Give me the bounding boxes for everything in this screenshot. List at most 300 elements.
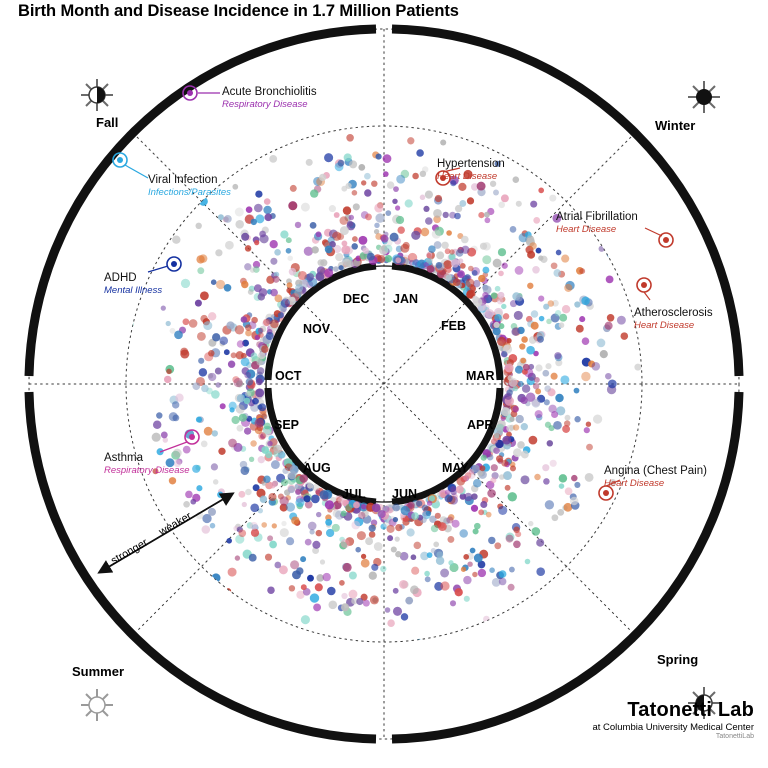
scatter-point <box>496 423 505 432</box>
scatter-point <box>290 297 295 302</box>
season-label-spring: Spring <box>657 652 699 667</box>
scatter-point <box>370 595 379 604</box>
scatter-point <box>446 230 452 236</box>
scatter-point <box>231 416 239 424</box>
scatter-point-outlier <box>508 584 515 591</box>
scatter-point <box>281 521 286 526</box>
scatter-point <box>512 406 519 413</box>
scatter-point-outlier <box>549 195 556 202</box>
scatter-point <box>492 437 498 443</box>
scatter-point-outlier <box>654 184 660 190</box>
scatter-point <box>383 171 389 177</box>
scatter-point-outlier <box>636 544 642 550</box>
scatter-point <box>426 511 431 516</box>
scatter-point <box>295 489 301 495</box>
scatter-point <box>341 593 347 599</box>
scatter-point-outlier <box>570 138 578 146</box>
scatter-point-outlier <box>677 438 683 444</box>
scatter-point-outlier <box>268 57 276 65</box>
scatter-point <box>364 173 371 180</box>
scatter-point <box>506 535 514 543</box>
scatter-point-outlier <box>301 584 307 590</box>
scatter-point <box>463 475 469 481</box>
scatter-point <box>183 318 190 325</box>
scatter-point-outlier <box>338 160 345 167</box>
scatter-point <box>505 364 514 373</box>
scatter-point <box>542 370 549 377</box>
scatter-point <box>535 364 542 371</box>
scatter-point <box>515 366 523 374</box>
scatter-point-outlier <box>200 291 209 300</box>
scatter-point <box>270 319 279 328</box>
scatter-point <box>435 195 442 202</box>
scatter-point <box>493 259 502 268</box>
scatter-point <box>459 529 468 538</box>
scatter-point <box>241 233 249 241</box>
scatter-point <box>521 475 530 484</box>
scatter-point-outlier <box>49 433 58 442</box>
scatter-point <box>173 415 180 422</box>
scatter-point <box>208 350 214 356</box>
scatter-point <box>237 394 245 402</box>
scatter-point <box>436 251 444 259</box>
scatter-point-outlier <box>600 350 608 358</box>
scatter-point <box>325 500 334 509</box>
scatter-point <box>533 383 540 390</box>
scatter-point <box>502 436 511 445</box>
scatter-point <box>463 554 469 560</box>
scatter-point-outlier <box>228 568 237 577</box>
scatter-point-outlier <box>172 236 180 244</box>
scatter-point <box>473 479 481 487</box>
scatter-point-outlier <box>192 118 200 126</box>
scatter-point <box>270 240 278 248</box>
scatter-point <box>180 349 189 358</box>
scatter-point <box>228 361 235 368</box>
scatter-point-outlier <box>529 242 536 249</box>
scatter-point <box>565 487 573 495</box>
scatter-point <box>467 561 472 566</box>
scatter-point <box>241 466 250 475</box>
scatter-point <box>456 249 464 257</box>
scatter-point <box>259 231 266 238</box>
scatter-point-outlier <box>704 413 711 420</box>
scatter-point <box>520 358 526 364</box>
scatter-point <box>270 258 277 265</box>
scatter-point <box>485 217 491 223</box>
scatter-point <box>288 486 295 493</box>
scatter-point <box>199 368 207 376</box>
scatter-point <box>516 415 524 423</box>
scatter-point-outlier <box>447 692 454 699</box>
scatter-point <box>261 345 268 352</box>
scatter-point <box>361 504 366 509</box>
brand-lab-name: Tatonetti Lab <box>627 699 754 721</box>
scatter-point-outlier <box>529 671 535 677</box>
scatter-point <box>196 485 202 491</box>
annotation-marker-5 <box>659 233 673 247</box>
scatter-point <box>586 422 591 427</box>
scatter-point <box>411 512 419 520</box>
scatter-point <box>480 243 487 250</box>
scatter-point <box>208 312 216 320</box>
scatter-point <box>224 284 232 292</box>
scatter-point <box>239 414 247 422</box>
scatter-point-outlier <box>191 643 199 651</box>
scatter-point <box>534 474 540 480</box>
scatter-point <box>280 230 288 238</box>
scatter-point <box>514 311 523 320</box>
scatter-point <box>554 352 561 359</box>
scatter-point <box>422 504 429 511</box>
scatter-point <box>392 199 397 204</box>
scatter-point <box>543 304 549 310</box>
scatter-point <box>280 528 289 537</box>
scatter-point <box>213 479 219 485</box>
scatter-point <box>576 325 584 333</box>
scatter-point <box>264 213 272 221</box>
scatter-point-outlier <box>356 598 363 605</box>
scatter-point <box>375 213 384 222</box>
scatter-point-outlier <box>87 467 93 473</box>
scatter-point <box>564 284 572 292</box>
scatter-point <box>319 490 328 499</box>
scatter-point <box>361 180 366 185</box>
scatter-point-outlier <box>346 134 354 142</box>
scatter-point-outlier <box>500 94 508 102</box>
month-label-jan: JAN <box>393 292 419 306</box>
scatter-point <box>395 536 400 541</box>
scatter-point <box>237 340 244 347</box>
scatter-point <box>535 410 543 418</box>
scatter-point <box>501 351 507 357</box>
scatter-point <box>246 206 253 213</box>
scatter-point-outlier <box>211 573 220 582</box>
scatter-point-outlier <box>208 508 216 516</box>
scatter-point-outlier <box>410 585 419 594</box>
scatter-point <box>579 316 585 322</box>
scatter-point <box>196 417 202 423</box>
scatter-point <box>339 580 345 586</box>
scatter-point <box>249 457 254 462</box>
scatter-point <box>534 377 540 383</box>
scatter-point <box>531 527 540 536</box>
scatter-point <box>325 519 332 526</box>
scatter-point <box>559 322 565 328</box>
scatter-point <box>428 245 436 253</box>
scatter-point <box>258 403 266 411</box>
scatter-point <box>352 190 358 196</box>
scatter-point <box>236 351 244 359</box>
scatter-point <box>411 231 420 240</box>
scatter-point <box>453 278 461 286</box>
scatter-point-outlier <box>672 345 681 354</box>
scatter-point <box>478 275 485 282</box>
scatter-point-outlier <box>174 122 183 131</box>
scatter-point <box>441 242 448 249</box>
scatter-point <box>235 220 244 229</box>
scatter-point-outlier <box>495 620 502 627</box>
scatter-point <box>358 236 367 245</box>
scatter-point <box>486 512 492 518</box>
month-label-may: MAY <box>442 461 469 475</box>
scatter-point-outlier <box>287 674 294 681</box>
scatter-point-outlier <box>110 596 117 603</box>
scatter-point-outlier <box>667 266 675 274</box>
scatter-point <box>503 313 509 319</box>
scatter-point-outlier <box>684 353 692 361</box>
scatter-point <box>364 189 371 196</box>
scatter-point <box>244 427 251 434</box>
scatter-point <box>310 593 319 602</box>
scatter-point <box>269 482 275 488</box>
scatter-point <box>378 510 386 518</box>
scatter-point <box>461 236 469 244</box>
scatter-point <box>542 464 549 471</box>
scatter-point <box>467 197 474 204</box>
scatter-point <box>446 516 453 523</box>
scatter-point <box>451 259 460 268</box>
scatter-point-outlier <box>267 586 275 594</box>
scatter-point-outlier <box>552 514 559 521</box>
scatter-point-outlier <box>684 289 690 295</box>
scatter-point <box>574 388 580 394</box>
month-label-dec: DEC <box>343 292 370 306</box>
scatter-point <box>531 310 538 317</box>
scatter-point <box>353 203 360 210</box>
scatter-points <box>49 43 730 731</box>
scatter-point <box>412 259 420 267</box>
annotation-marker-2 <box>167 257 181 271</box>
scatter-point <box>513 424 519 430</box>
scatter-point <box>365 213 372 220</box>
scatter-point <box>499 578 507 586</box>
scatter-point <box>198 358 204 364</box>
scatter-point <box>472 572 477 577</box>
annotation-name-4: Hypertension <box>437 158 505 170</box>
scatter-point <box>273 276 280 283</box>
scatter-point <box>499 570 507 578</box>
scatter-point <box>220 403 226 409</box>
scatter-point-outlier <box>288 201 297 210</box>
scatter-point <box>491 292 498 299</box>
scatter-point <box>189 319 198 328</box>
scatter-point <box>387 535 393 541</box>
scatter-point <box>460 263 466 269</box>
scatter-point <box>551 373 558 380</box>
scatter-point <box>489 567 495 573</box>
scatter-point-outlier <box>607 314 615 322</box>
scatter-point <box>170 328 176 334</box>
scatter-point <box>427 552 433 558</box>
scatter-point <box>487 489 496 498</box>
scatter-point <box>310 222 317 229</box>
scatter-point <box>341 245 350 254</box>
scatter-point <box>286 248 292 254</box>
scatter-point <box>258 352 265 359</box>
scatter-point <box>267 535 273 541</box>
season-label-summer: Summer <box>72 664 125 679</box>
scatter-point <box>261 414 267 420</box>
scatter-point <box>440 581 449 590</box>
scatter-point <box>238 529 246 537</box>
scatter-point-outlier <box>527 235 534 242</box>
scatter-point <box>372 503 381 512</box>
scatter-point-outlier <box>399 108 405 114</box>
scatter-point <box>197 267 204 274</box>
scatter-point-outlier <box>559 474 568 483</box>
scatter-point <box>210 523 216 529</box>
scatter-point-outlier <box>651 277 659 285</box>
annotation-category-1: Infections/Parasites <box>148 187 231 198</box>
brand-credit <box>592 699 754 740</box>
scatter-point <box>250 440 257 447</box>
scatter-point-outlier <box>599 246 605 252</box>
scatter-point <box>369 572 377 580</box>
scatter-point <box>308 522 317 531</box>
scatter-point <box>455 205 462 212</box>
scatter-point <box>341 539 350 548</box>
scatter-point-outlier <box>679 221 688 230</box>
scatter-point-outlier <box>100 247 107 254</box>
scatter-point-outlier <box>85 305 91 311</box>
scatter-point-outlier <box>251 219 257 225</box>
annotation-leader-5 <box>645 228 662 236</box>
scatter-point-outlier <box>75 287 81 293</box>
scatter-point <box>425 217 433 225</box>
scatter-point <box>498 506 507 515</box>
scatter-point <box>385 210 391 216</box>
scatter-point <box>499 474 505 480</box>
scatter-point <box>316 530 322 536</box>
scatter-point <box>334 212 340 218</box>
scatter-point <box>555 310 561 316</box>
scatter-point <box>328 600 337 609</box>
scatter-point <box>312 541 320 549</box>
scatter-point <box>478 509 484 515</box>
scatter-point-outlier <box>595 571 602 578</box>
scatter-point <box>352 236 358 242</box>
scatter-point <box>241 281 248 288</box>
scatter-point <box>211 279 217 285</box>
scatter-point <box>478 212 484 218</box>
scatter-point <box>411 554 417 560</box>
page-title: Birth Month and Disease Incidence in 1.7 Million Patients <box>18 2 459 20</box>
scatter-point <box>496 455 503 462</box>
scatter-point <box>508 492 517 501</box>
scatter-point <box>387 181 395 189</box>
scatter-point-outlier <box>574 482 580 488</box>
scatter-point-outlier <box>319 174 326 181</box>
scatter-point <box>547 440 553 446</box>
scatter-point-outlier <box>199 197 208 206</box>
scatter-point <box>527 251 535 259</box>
scatter-point <box>250 503 259 512</box>
scatter-point-outlier <box>134 587 140 593</box>
scatter-point-outlier <box>597 339 606 348</box>
scatter-point-outlier <box>617 316 626 325</box>
scatter-point-outlier <box>536 567 545 576</box>
scatter-point <box>426 253 431 258</box>
scatter-point-outlier <box>416 639 423 646</box>
scatter-point <box>450 486 456 492</box>
scatter-point <box>305 539 312 546</box>
scatter-point <box>411 567 419 575</box>
scatter-point <box>369 525 376 532</box>
scatter-point <box>250 522 258 530</box>
scatter-point <box>358 512 365 519</box>
scatter-point <box>494 542 501 549</box>
scatter-point <box>522 385 530 393</box>
scatter-point <box>482 267 489 274</box>
scatter-point <box>448 560 453 565</box>
scatter-point <box>444 273 452 281</box>
scatter-point <box>185 491 193 499</box>
scatter-point <box>545 500 554 509</box>
scatter-point <box>338 265 343 270</box>
scatter-point <box>521 423 528 430</box>
scatter-point <box>316 512 321 517</box>
scatter-point <box>586 444 593 451</box>
annotation-category-6: Heart Disease <box>634 320 695 331</box>
scatter-point-outlier <box>606 276 614 284</box>
scatter-point <box>427 265 435 273</box>
scatter-point <box>347 221 353 227</box>
scatter-point-outlier <box>632 594 641 603</box>
scatter-point <box>503 471 512 480</box>
scatter-point <box>543 478 550 485</box>
scatter-point-outlier <box>269 155 277 163</box>
scatter-point <box>498 248 506 256</box>
scatter-point-outlier <box>640 572 646 578</box>
scatter-point <box>431 525 439 533</box>
scatter-point-outlier <box>195 223 201 229</box>
scatter-point-outlier <box>513 176 520 183</box>
scatter-point-outlier <box>592 185 599 192</box>
scatter-point <box>327 587 336 596</box>
scatter-point <box>343 206 351 214</box>
scatter-point <box>254 204 263 213</box>
scatter-point <box>564 503 573 512</box>
scatter-point <box>192 382 200 390</box>
scatter-point <box>340 226 349 235</box>
annotation-category-3: Respiratory Disease <box>104 465 190 476</box>
scatter-point <box>272 523 277 528</box>
scatter-point <box>526 346 535 355</box>
scatter-point <box>421 228 430 237</box>
scatter-point <box>493 327 501 335</box>
month-label-feb: FEB <box>441 319 466 333</box>
scatter-point <box>474 554 483 563</box>
scatter-point-outlier <box>533 217 540 224</box>
scatter-point-outlier <box>585 473 594 482</box>
scatter-point <box>216 382 221 387</box>
scatter-point <box>495 286 501 292</box>
annotation-name-1: Viral Infection <box>148 174 218 186</box>
scatter-point-outlier <box>571 475 577 481</box>
scatter-point <box>281 479 288 486</box>
arrow-label-stronger: stronger <box>109 536 150 568</box>
scatter-point <box>433 542 439 548</box>
scatter-point <box>340 216 349 225</box>
season-label-winter: Winter <box>655 118 696 133</box>
scatter-point <box>390 233 399 242</box>
scatter-point <box>529 336 537 344</box>
month-label-jul: JUL <box>342 487 366 501</box>
scatter-point <box>454 213 461 220</box>
scatter-point <box>481 455 487 461</box>
scatter-point <box>393 607 402 616</box>
